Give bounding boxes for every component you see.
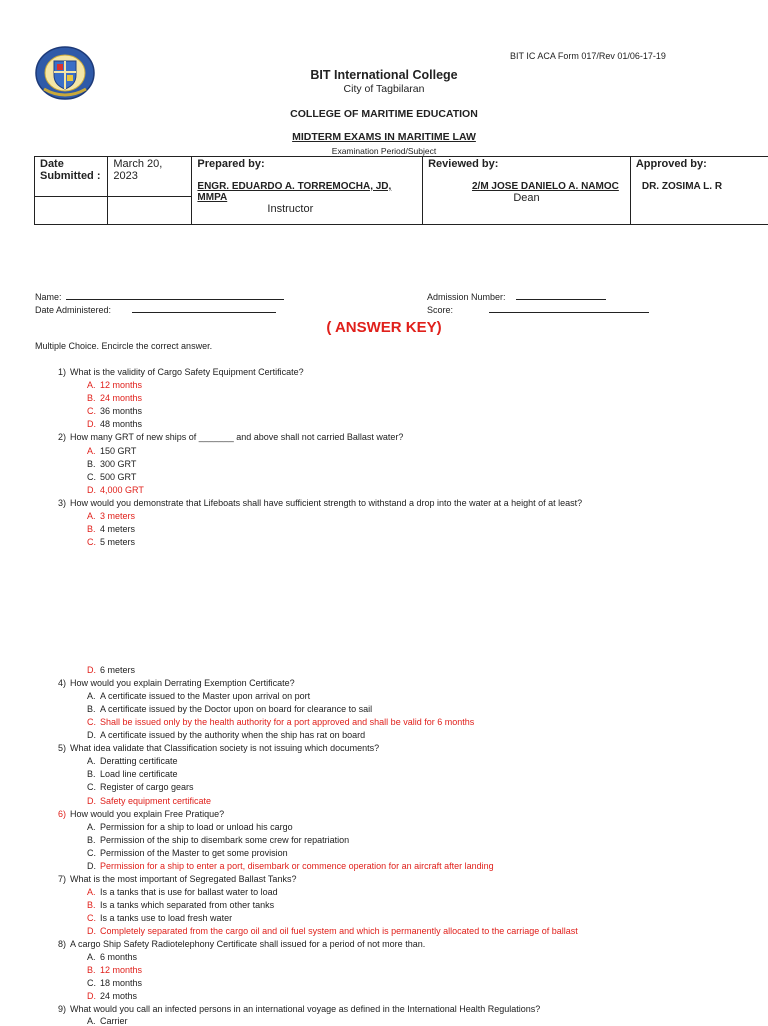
form-number: BIT IC ACA Form 017/Rev 01/06-17-19 bbox=[510, 51, 666, 61]
date-submitted-value: March 20, 2023 bbox=[108, 157, 192, 197]
score-field bbox=[427, 305, 649, 315]
prepared-by-cell bbox=[192, 157, 423, 225]
empty-cell bbox=[108, 197, 192, 225]
reviewed-by-title: Dean bbox=[513, 192, 540, 204]
signature-table bbox=[34, 156, 768, 225]
question-number: 1) bbox=[57, 367, 66, 377]
department-title: COLLEGE OF MARITIME EDUCATION bbox=[290, 108, 478, 120]
date-administered-label: Date Administered: bbox=[35, 305, 112, 315]
reviewed-by-name: 2/M JOSE DANIELO A. NAMOC bbox=[471, 181, 619, 192]
admission-number-field bbox=[427, 292, 606, 302]
score-blank bbox=[489, 312, 649, 313]
prepared-by-name: ENGR. EDUARDO A. TORREMOCHA, JD, MMPA bbox=[197, 181, 392, 203]
answer-key-heading: ( ANSWER KEY) bbox=[326, 319, 442, 336]
question-text: What is the validity of Cargo Safety Equipment Certificate? bbox=[70, 367, 304, 377]
empty-cell bbox=[35, 197, 108, 225]
exam-period-label: Examination Period/Subject bbox=[331, 146, 437, 156]
reviewed-by-cell bbox=[423, 157, 631, 225]
reviewed-by-label: Reviewed by: bbox=[428, 158, 499, 170]
name-field bbox=[35, 292, 284, 302]
admission-number-label: Admission Number: bbox=[427, 292, 506, 302]
date-submitted-label: Date Submitted : bbox=[35, 157, 108, 197]
approved-by-cell bbox=[630, 157, 768, 225]
name-blank bbox=[66, 299, 284, 300]
approved-by-name: DR. ZOSIMA L. R bbox=[641, 181, 723, 192]
date-blank bbox=[132, 312, 276, 313]
date-administered-field bbox=[35, 305, 276, 315]
instructions: Multiple Choice. Encircle the correct answer. bbox=[35, 341, 213, 351]
city-name: City of Tagbilaran bbox=[343, 83, 425, 95]
score-label: Score: bbox=[427, 305, 454, 315]
name-label: Name: bbox=[35, 292, 62, 302]
admission-blank bbox=[516, 299, 606, 300]
prepared-by-label: Prepared by: bbox=[197, 158, 265, 170]
college-name: BIT International College bbox=[310, 68, 458, 82]
prepared-by-title: Instructor bbox=[267, 203, 314, 215]
exam-title: MIDTERM EXAMS IN MARITIME LAW bbox=[292, 131, 476, 143]
approved-by-label: Approved by: bbox=[635, 158, 707, 170]
